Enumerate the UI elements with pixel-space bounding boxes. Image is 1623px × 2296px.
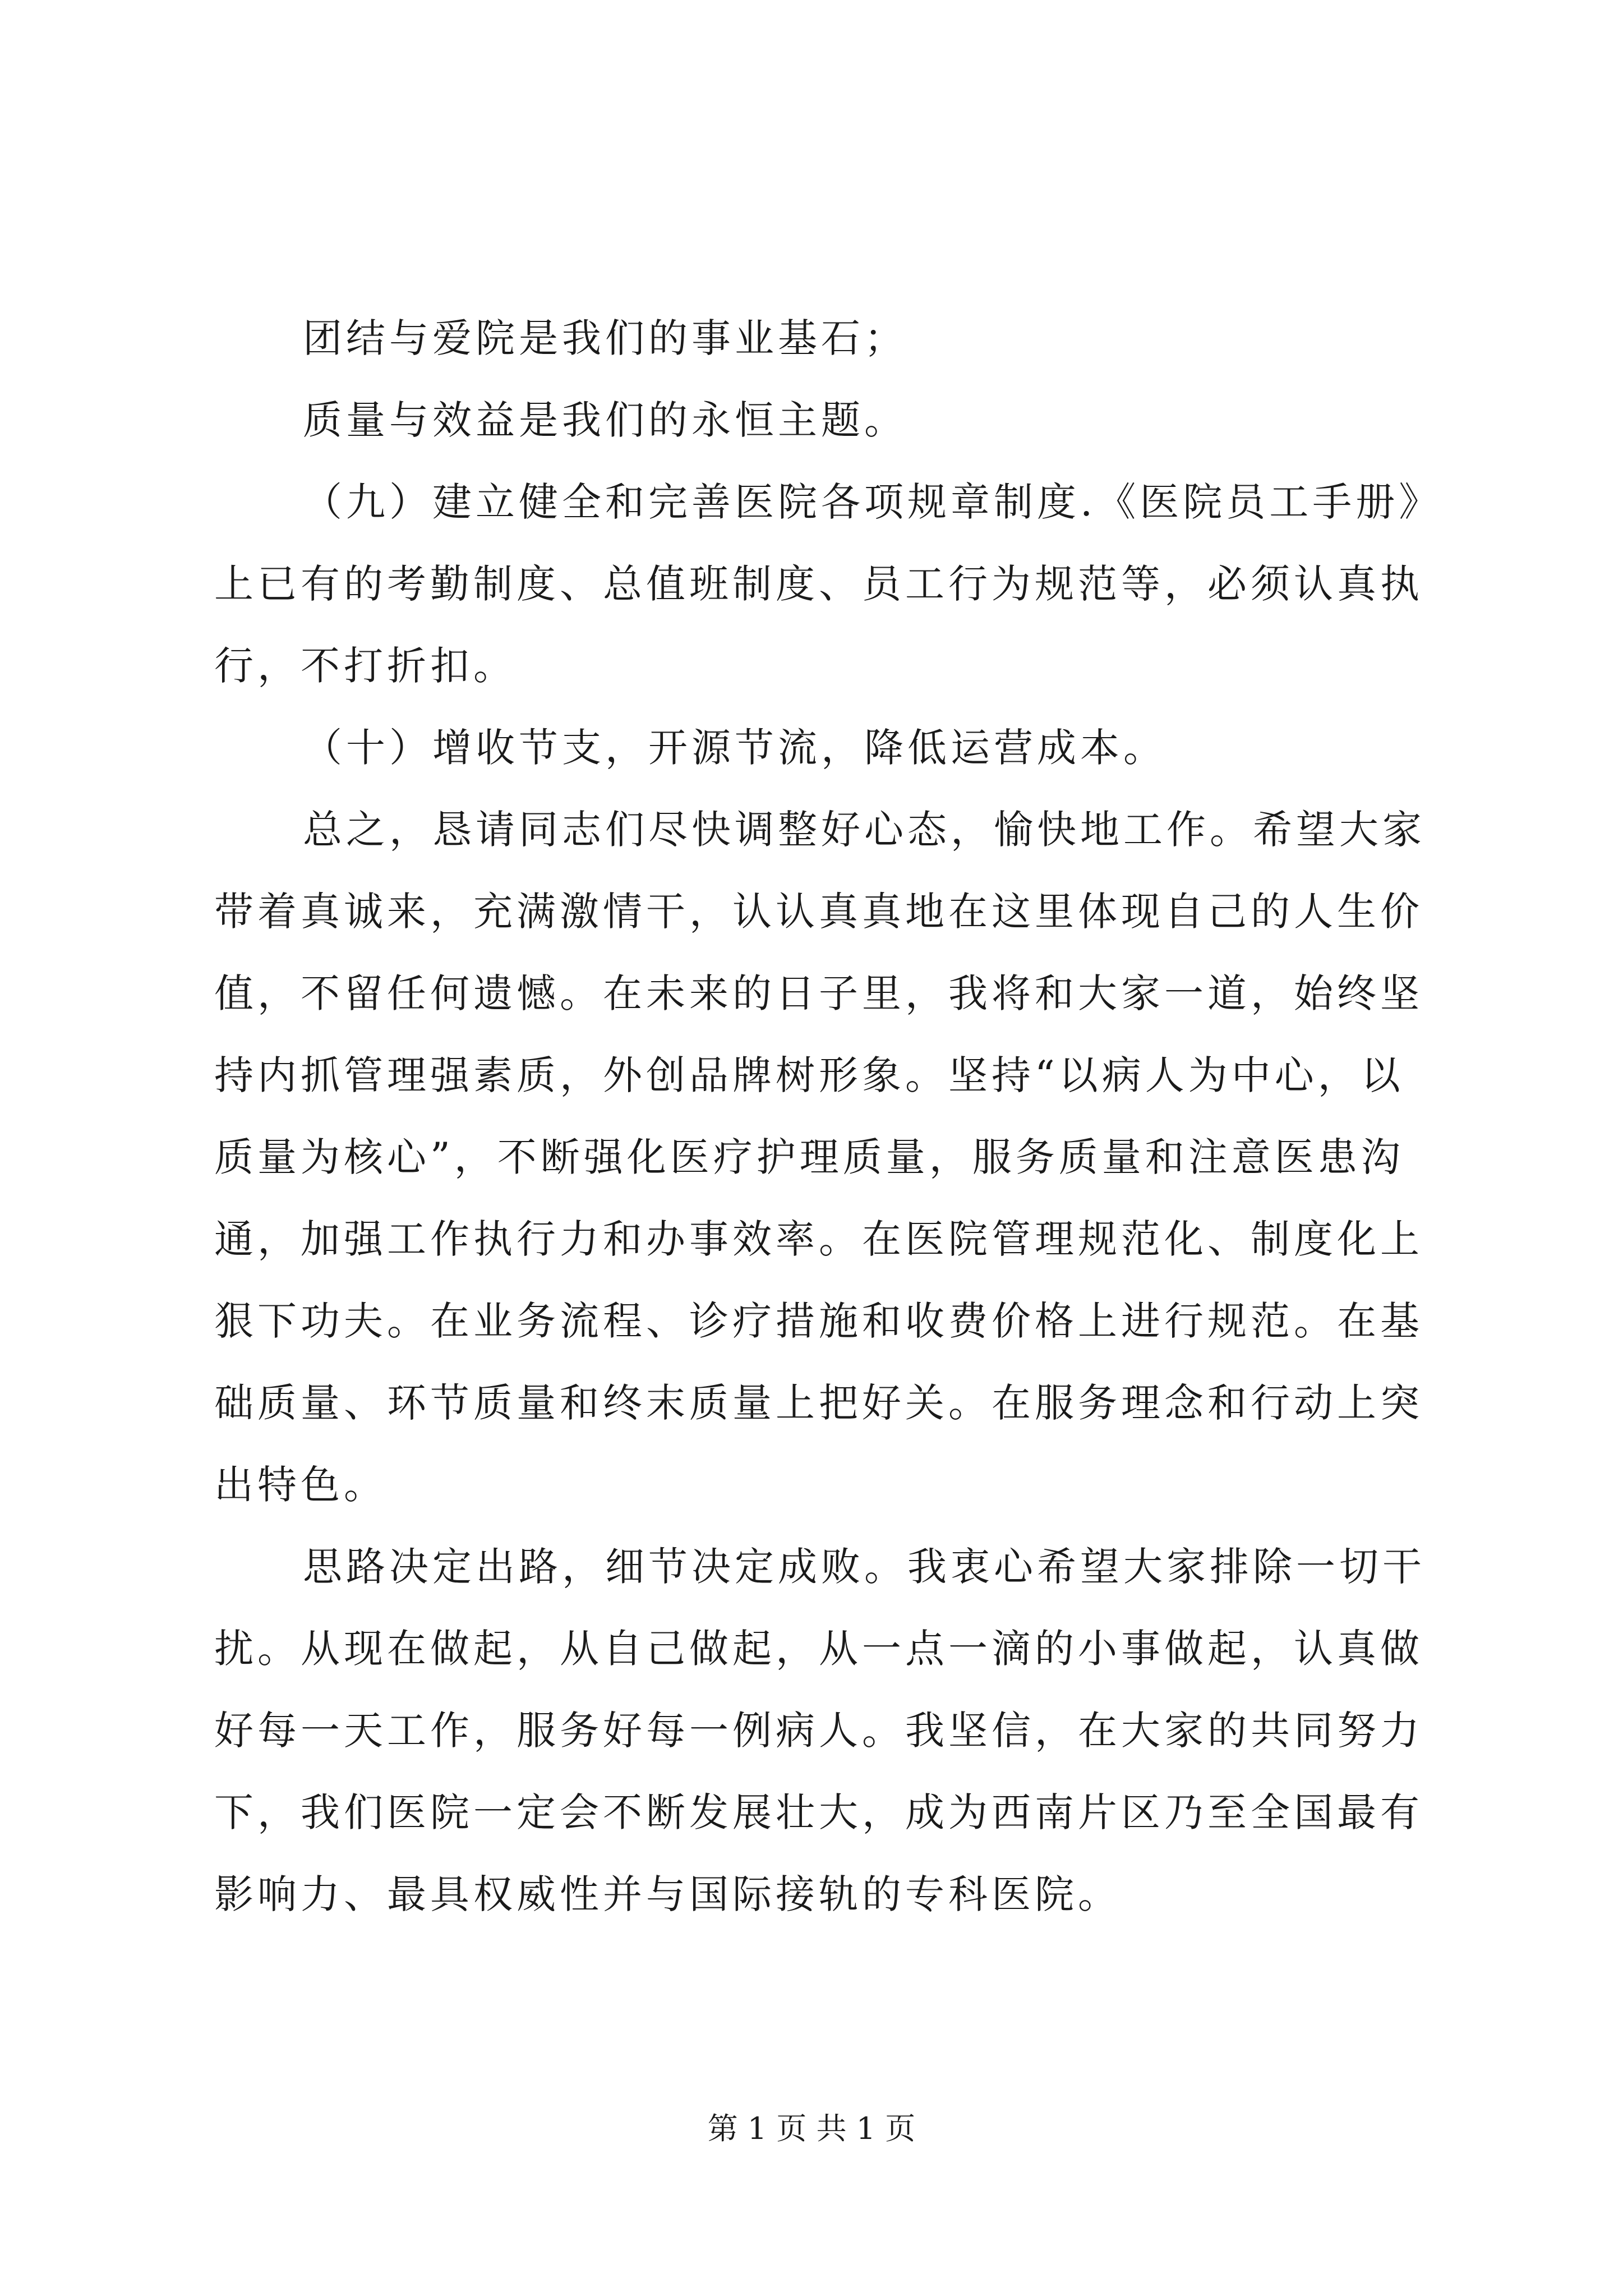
body-line: 出特色。 [214, 1462, 387, 1508]
body-line: 扰。从现在做起，从自己做起，从一点一滴的小事做起，认真做 [214, 1626, 1423, 1672]
body-line: 质量为核心”，不断强化医疗护理质量，服务质量和注意医患沟 [214, 1134, 1404, 1180]
body-line: 通，加强工作执行力和办事效率。在医院管理规范化、制度化上 [214, 1216, 1423, 1262]
body-line: 下，我们医院一定会不断发展壮大，成为西南片区乃至全国最有 [214, 1789, 1423, 1835]
body-line: 狠下功夫。在业务流程、诊疗措施和收费价格上进行规范。在基 [214, 1298, 1423, 1344]
body-line: 好每一天工作，服务好每一例病人。我坚信，在大家的共同努力 [214, 1708, 1423, 1754]
body-line: （十）增收节支，开源节流，降低运营成本。 [303, 725, 1166, 771]
body-line: 质量与效益是我们的永恒主题。 [303, 397, 907, 443]
document-body [214, 297, 1442, 1935]
body-line: 影响力、最具权威性并与国际接轨的专科医院。 [214, 1871, 1121, 1917]
page-footer: 第 1 页 共 1 页 [707, 2111, 916, 2146]
body-line: 团结与爱院是我们的事业基石； [303, 315, 907, 361]
body-line: 持内抓管理强素质，外创品牌树形象。坚持“以病人为中心，以 [214, 1052, 1404, 1098]
body-line: 思路决定出路，细节决定成败。我衷心希望大家排除一切干 [303, 1544, 1426, 1590]
body-line: 行，不打折扣。 [214, 643, 517, 689]
body-line: 总之，恳请同志们尽快调整好心态，愉快地工作。希望大家 [303, 807, 1426, 853]
body-line: 上已有的考勤制度、总值班制度、员工行为规范等，必须认真执 [214, 561, 1423, 607]
body-line: 值，不留任何遗憾。在未来的日子里，我将和大家一道，始终坚 [214, 970, 1423, 1016]
body-line: 础质量、环节质量和终末质量上把好关。在服务理念和行动上突 [214, 1380, 1423, 1426]
body-line: 带着真诚来，充满激情干，认认真真地在这里体现自己的人生价 [214, 889, 1423, 935]
body-line: （九）建立健全和完善医院各项规章制度.《医院员工手册》 [303, 479, 1442, 525]
